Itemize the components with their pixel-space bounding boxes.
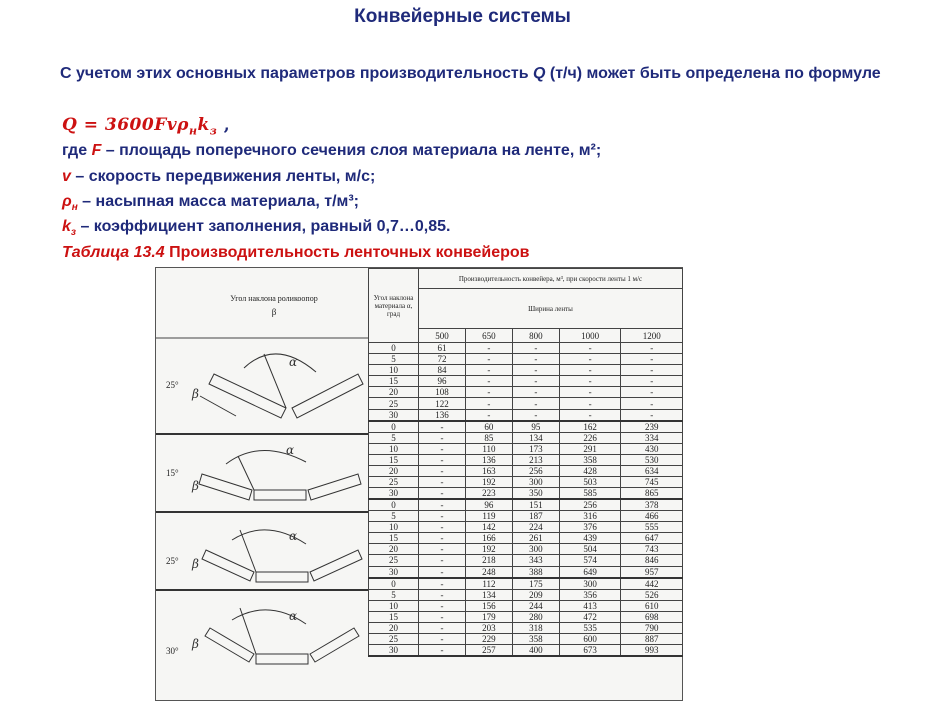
capacity-cell: 108 [419,387,466,398]
intro-paragraph [14,64,912,84]
table-row [369,633,683,644]
angle-cell: 30 [369,409,419,421]
capacity-cell: - [419,633,466,644]
capacity-cell: 95 [512,421,559,433]
capacity-cell: 142 [465,522,512,533]
capacity-cell: - [559,409,621,421]
capacity-cell: - [512,398,559,409]
table-row [369,432,683,443]
capacity-cell: 745 [621,476,683,487]
capacity-cell: 136 [465,454,512,465]
capacity-cell: 156 [465,600,512,611]
capacity-cell: - [419,611,466,622]
capacity-cell: - [621,343,683,354]
capacity-cell: 430 [621,443,683,454]
capacity-cell: 743 [621,544,683,555]
roller-angle-header-text: Угол наклона роликоопор [230,294,318,303]
definition-v [62,168,375,186]
capacity-cell: 72 [419,354,466,365]
capacity-cell: - [465,376,512,387]
capacity-cell: - [419,421,466,433]
capacity-cell: 790 [621,622,683,633]
capacity-cell: - [419,544,466,555]
capacity-cell: 993 [621,644,683,656]
capacity-cell: 84 [419,365,466,376]
capacity-cell: 343 [512,555,559,566]
angle-cell: 10 [369,522,419,533]
capacity-cell: - [559,343,621,354]
angle-cell: 10 [369,365,419,376]
definition-symbol: v [62,168,71,185]
capacity-table-body [369,343,683,656]
capacity-cell: 428 [559,465,621,476]
table-row [369,343,683,354]
capacity-cell: 472 [559,611,621,622]
capacity-cell: - [419,522,466,533]
table-row [369,443,683,454]
capacity-cell: 555 [621,522,683,533]
angle-cell: 25 [369,555,419,566]
capacity-cell: 358 [559,454,621,465]
capacity-cell: 229 [465,633,512,644]
capacity-cell: 535 [559,622,621,633]
capacity-cell: 166 [465,533,512,544]
capacity-cell: 239 [621,421,683,433]
capacity-cell: 300 [559,578,621,590]
angle-cell: 15 [369,533,419,544]
definition-symbol-sub: н [71,202,78,214]
capacity-cell: - [621,376,683,387]
table-row [369,354,683,365]
capacity-cell: 442 [621,578,683,590]
capacity-cell: - [419,476,466,487]
capacity-cell: 226 [559,432,621,443]
capacity-cell: 96 [419,376,466,387]
capacity-cell: - [559,398,621,409]
roller-diagram-2 [199,450,361,500]
capacity-cell: 503 [559,476,621,487]
capacity-cell: 257 [465,644,512,656]
table-row [369,376,683,387]
col-header-1000: 1000 [559,329,621,343]
beta-value-3: 25° [166,556,179,566]
capacity-cell: 698 [621,611,683,622]
capacity-cell: 673 [559,644,621,656]
capacity-cell: 134 [465,589,512,600]
table-row [369,600,683,611]
capacity-cell: 504 [559,544,621,555]
table-row [369,409,683,421]
definition-symbol-sub: з [70,227,77,239]
capacity-cell: 175 [512,578,559,590]
definition-f [62,142,601,160]
capacity-cell: 209 [512,589,559,600]
capacity-cell: - [419,555,466,566]
angle-cell: 5 [369,589,419,600]
capacity-formula [62,115,230,137]
capacity-cell: 224 [512,522,559,533]
angle-cell: 25 [369,476,419,487]
capacity-cell: - [419,578,466,590]
angle-cell: 30 [369,566,419,578]
capacity-cell: 318 [512,622,559,633]
intro-text-before: С учетом этих основных параметров производительность [60,65,533,82]
capacity-cell: 173 [512,443,559,454]
capacity-cell: - [465,409,512,421]
capacity-cell: 192 [465,544,512,555]
capacity-cell: 187 [512,511,559,522]
alpha-label-1: α [289,355,298,369]
capacity-cell: - [559,376,621,387]
capacity-cell: 649 [559,566,621,578]
capacity-cell: - [419,511,466,522]
table-row [369,589,683,600]
belt-width-header: Ширина ленты [419,289,683,329]
formula-k-sub: з [209,124,218,138]
capacity-cell: 256 [559,499,621,511]
capacity-cell: - [512,354,559,365]
capacity-cell: 358 [512,633,559,644]
capacity-cell: - [419,644,466,656]
capacity-table-figure [155,267,683,701]
beta-label-1: β [192,387,199,401]
table-row [369,555,683,566]
page-title: Конвейерные системы [354,6,571,27]
roller-angle-header [214,294,334,317]
capacity-cell: 350 [512,488,559,500]
capacity-cell: 466 [621,511,683,522]
table-row [369,522,683,533]
col-header-800: 800 [512,329,559,343]
capacity-cell: 316 [559,511,621,522]
table-row [369,421,683,433]
table-row [369,454,683,465]
definition-rho [62,193,359,213]
table-row [369,611,683,622]
capacity-cell: 291 [559,443,621,454]
angle-cell: 0 [369,499,419,511]
angle-cell: 5 [369,511,419,522]
angle-cell: 0 [369,578,419,590]
angle-cell: 20 [369,465,419,476]
angle-cell: 10 [369,443,419,454]
col-header-500: 500 [419,329,466,343]
capacity-cell: - [465,387,512,398]
angle-cell: 15 [369,376,419,387]
col-header-1200: 1200 [621,329,683,343]
capacity-cell: 192 [465,476,512,487]
capacity-cell: 261 [512,533,559,544]
capacity-cell: 610 [621,600,683,611]
capacity-cell: 574 [559,555,621,566]
table-row [369,465,683,476]
table-row [369,622,683,633]
angle-cell: 25 [369,398,419,409]
capacity-cell: - [419,622,466,633]
angle-cell: 20 [369,622,419,633]
table-row [369,544,683,555]
definition-symbol [62,218,77,239]
definition-symbol-char: ρ [62,193,72,210]
formula-tail: , [217,115,231,135]
table-row [369,566,683,578]
angle-cell: 20 [369,544,419,555]
table-row [369,578,683,590]
formula-rho-sub: н [188,124,198,138]
table-row [369,476,683,487]
table-caption-label: Таблица 13.4 [62,244,165,261]
roller-angle-header-symbol: β [271,307,277,317]
capacity-cell: - [512,409,559,421]
table-row [369,644,683,656]
definition-symbol [62,193,78,214]
capacity-cell: - [512,376,559,387]
table-row [369,533,683,544]
angle-cell: 5 [369,354,419,365]
capacity-cell: - [419,533,466,544]
formula-k: k [197,115,210,135]
table-row [369,511,683,522]
capacity-cell: - [419,566,466,578]
definition-prefix: где [62,142,92,159]
capacity-cell: 122 [419,398,466,409]
alpha-label-2: α [286,443,295,457]
capacity-cell: 203 [465,622,512,633]
angle-cell: 15 [369,454,419,465]
capacity-cell: - [512,343,559,354]
table-row [369,398,683,409]
capacity-cell: - [419,432,466,443]
capacity-cell: 647 [621,533,683,544]
beta-value-1: 25° [166,380,179,390]
intro-q-symbol: Q [532,65,546,82]
capacity-cell: - [465,354,512,365]
table-caption-text: Производительность ленточных конвейеров [164,244,530,261]
capacity-cell: 112 [465,578,512,590]
beta-label-4: β [192,637,199,651]
capacity-cell: 162 [559,421,621,433]
roller-diagram-3 [202,530,362,582]
angle-cell: 0 [369,343,419,354]
roller-diagram-4 [205,608,359,664]
capacity-cell: 85 [465,432,512,443]
capacity-cell: - [419,465,466,476]
beta-label-2: β [192,479,199,493]
angle-cell: 20 [369,387,419,398]
capacity-cell: 439 [559,533,621,544]
table-caption [62,244,530,262]
capacity-cell: 244 [512,600,559,611]
definition-k [62,218,450,238]
capacity-cell: 526 [621,589,683,600]
capacity-cell: - [465,398,512,409]
capacity-cell: 110 [465,443,512,454]
definition-symbol-char: k [62,218,71,235]
capacity-cell: 136 [419,409,466,421]
capacity-cell: - [419,589,466,600]
capacity-cell: - [465,343,512,354]
capacity-cell: 256 [512,465,559,476]
capacity-cell: 96 [465,499,512,511]
capacity-cell: 378 [621,499,683,511]
capacity-cell: - [559,354,621,365]
capacity-cell: 60 [465,421,512,433]
angle-cell: 30 [369,644,419,656]
beta-value-4: 30° [166,646,179,656]
angle-cell: 30 [369,488,419,500]
capacity-header: Производительность конвейера, м³, при скорости ленты 1 м/с [419,269,683,289]
capacity-cell: 413 [559,600,621,611]
capacity-cell: - [419,600,466,611]
formula-main: Q = 3600Fvρ [62,115,189,135]
capacity-cell: 248 [465,566,512,578]
definition-symbol: F [91,142,102,159]
capacity-cell: 61 [419,343,466,354]
capacity-cell: - [621,409,683,421]
capacity-cell: 388 [512,566,559,578]
intro-text-after: (т/ч) может быть определена по формуле [545,65,881,82]
capacity-cell: 163 [465,465,512,476]
capacity-cell: - [512,365,559,376]
capacity-cell: 634 [621,465,683,476]
definition-text: – насыпная масса материала, т/м³; [77,193,360,210]
capacity-cell: 280 [512,611,559,622]
table-row [369,499,683,511]
capacity-cell: 151 [512,499,559,511]
capacity-cell: 223 [465,488,512,500]
angle-cell: 5 [369,432,419,443]
definition-text: – площадь поперечного сечения слоя материала на ленте, м²; [101,142,602,159]
beta-value-2: 15° [166,468,179,478]
capacity-cell: 119 [465,511,512,522]
definition-text: – коэффициент заполнения, равный 0,7…0,85. [76,218,451,235]
angle-cell: 0 [369,421,419,433]
capacity-cell: - [621,398,683,409]
capacity-cell: 300 [512,476,559,487]
capacity-cell: - [419,488,466,500]
alpha-label-3: α [289,529,298,543]
table-row [369,387,683,398]
capacity-cell: - [621,365,683,376]
capacity-cell: - [465,365,512,376]
capacity-cell: 334 [621,432,683,443]
table-row [369,365,683,376]
capacity-cell: - [621,354,683,365]
capacity-cell: - [419,454,466,465]
capacity-table [368,268,683,657]
angle-cell: 25 [369,633,419,644]
capacity-cell: 530 [621,454,683,465]
capacity-cell: 400 [512,644,559,656]
capacity-cell: 300 [512,544,559,555]
capacity-cell: - [419,499,466,511]
capacity-cell: 218 [465,555,512,566]
capacity-cell: 356 [559,589,621,600]
capacity-cell: - [512,387,559,398]
capacity-cell: 179 [465,611,512,622]
capacity-cell: 376 [559,522,621,533]
capacity-cell: 887 [621,633,683,644]
table-row [369,488,683,500]
capacity-cell: 213 [512,454,559,465]
col-header-650: 650 [465,329,512,343]
alpha-label-4: α [289,609,298,623]
capacity-cell: - [621,387,683,398]
capacity-cell: 846 [621,555,683,566]
roller-diagram-1 [200,354,363,418]
capacity-cell: 865 [621,488,683,500]
capacity-cell: 134 [512,432,559,443]
capacity-cell: - [559,365,621,376]
material-angle-header: Угол наклона материала α, град [369,269,419,343]
capacity-cell: 957 [621,566,683,578]
beta-label-3: β [192,557,199,571]
angle-cell: 15 [369,611,419,622]
capacity-cell: - [559,387,621,398]
capacity-cell: 585 [559,488,621,500]
definition-text: – скорость передвижения ленты, м/с; [70,168,376,185]
capacity-cell: 600 [559,633,621,644]
angle-cell: 10 [369,600,419,611]
capacity-cell: - [419,443,466,454]
